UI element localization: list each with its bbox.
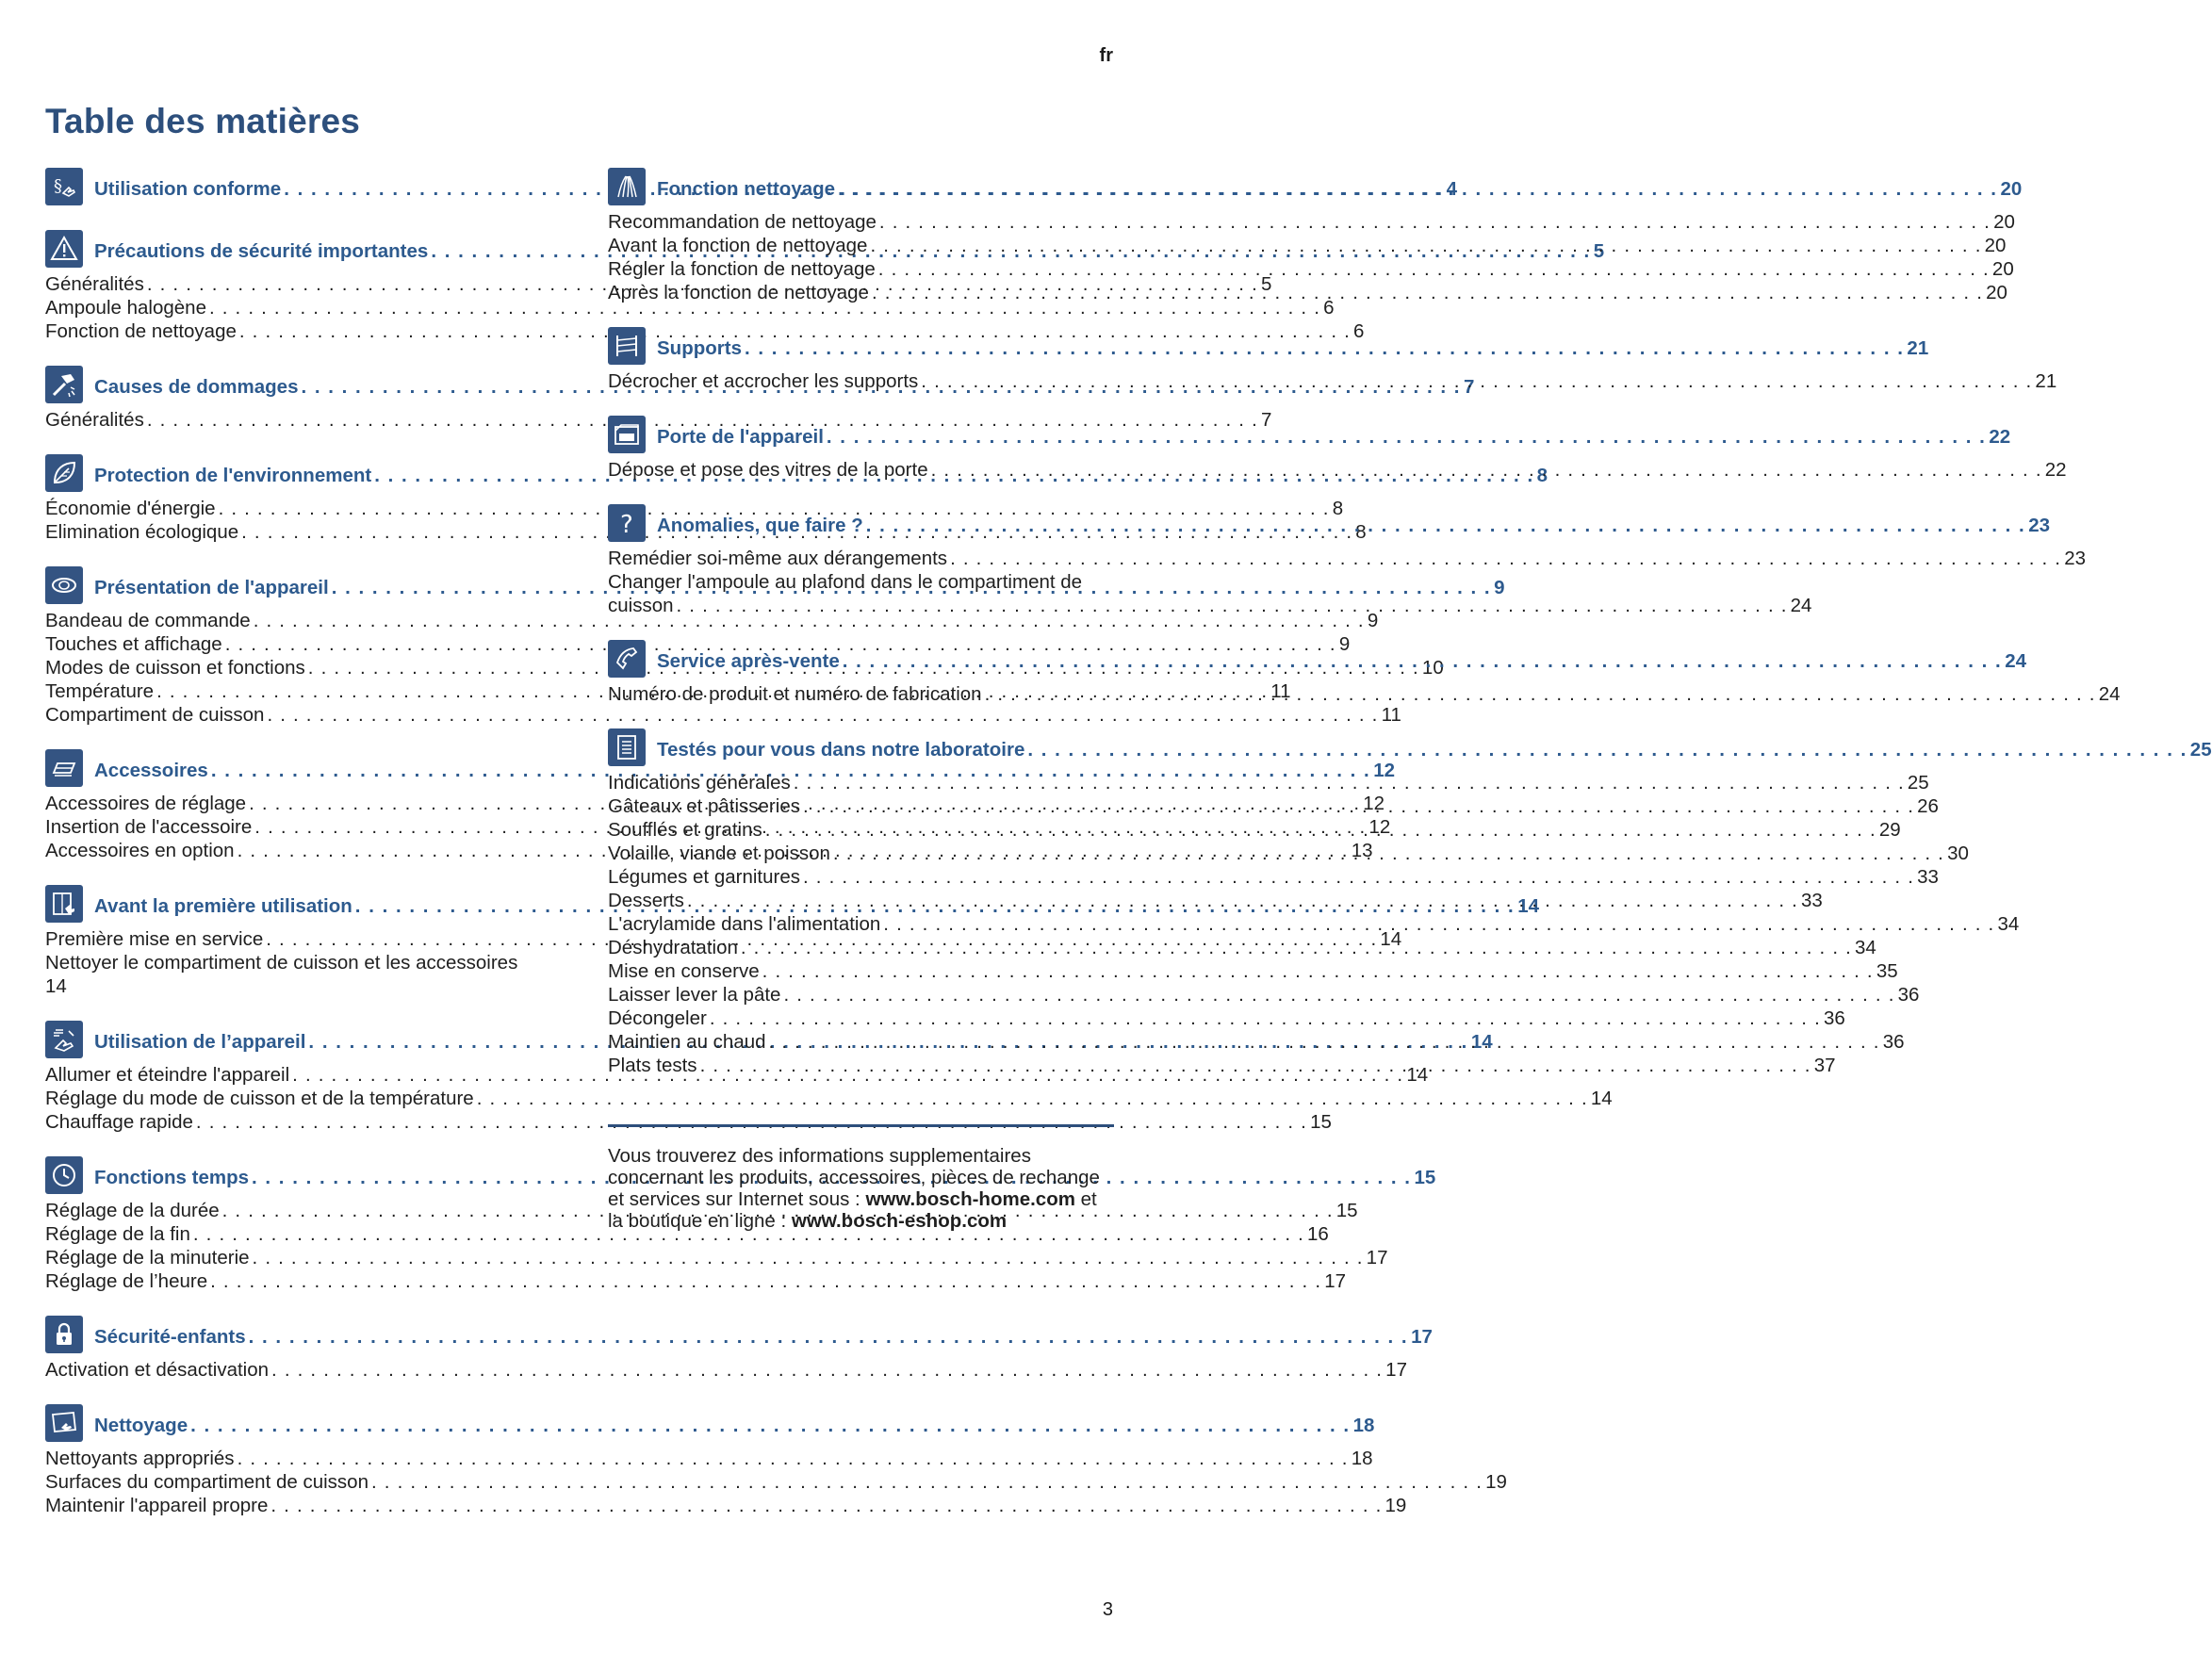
- info-paragraph: [608, 1145, 1114, 1232]
- dot-leader: [762, 959, 1874, 983]
- section-title: Anomalies, que faire ?: [657, 515, 863, 536]
- entry-title: Remédier soi-même aux dérangements: [608, 548, 948, 569]
- toc-entry[interactable]: [45, 1447, 1373, 1470]
- section-heading-line: [94, 1415, 1374, 1437]
- phone-icon: [608, 640, 646, 678]
- toc-section-anomalies-que-faire: [608, 502, 2087, 617]
- entry-title: Réglage de la minuterie: [45, 1247, 250, 1268]
- first-use-book-icon: [45, 885, 83, 923]
- dot-leader: [238, 1447, 1349, 1470]
- entry-title-cont: cuisson: [608, 595, 674, 616]
- section-title: Causes de dommages: [94, 376, 299, 398]
- entry-page: 36: [1882, 1031, 1905, 1053]
- section-heading-line: [657, 178, 2022, 201]
- entry-title: Dépose et pose des vitres de la porte: [608, 459, 928, 481]
- lock-icon: [45, 1316, 83, 1353]
- language-code: fr: [1099, 45, 1113, 66]
- dot-leader: [1027, 739, 2187, 761]
- entry-page: 8: [1332, 498, 1344, 519]
- toc-entry[interactable]: [45, 1470, 1507, 1494]
- entry-page: 26: [1917, 795, 1939, 817]
- section-page: 5: [1593, 240, 1605, 262]
- toc-entry[interactable]: [45, 319, 1365, 343]
- toc-entry[interactable]: [608, 210, 2015, 234]
- entry-title: Laisser lever la pâte: [608, 984, 781, 1006]
- entry-title: Compartiment de cuisson: [45, 704, 265, 726]
- info-divider: [608, 1124, 1114, 1127]
- dot-leader: [190, 1415, 1350, 1437]
- entry-title: Réglage de la durée: [45, 1200, 220, 1221]
- entry-page: 20: [1993, 211, 2015, 233]
- toc-entry[interactable]: [45, 632, 1351, 656]
- entry-page: 24: [2098, 683, 2121, 705]
- entry-page: 6: [1353, 320, 1365, 342]
- toc-entry[interactable]: [608, 771, 1929, 794]
- section-heading-line: [657, 426, 2010, 449]
- section-heading[interactable]: [608, 325, 1929, 367]
- toc-entry[interactable]: [608, 369, 2057, 393]
- entry-title: Température: [45, 680, 155, 702]
- entry-title: Légumes et garnitures: [608, 866, 800, 888]
- toc-entry[interactable]: [45, 1246, 1388, 1269]
- toc-entry-list: [608, 547, 2087, 617]
- dot-leader: [249, 1326, 1408, 1349]
- section-heading-line: [657, 337, 1928, 360]
- toc-entry-list: [45, 1358, 1407, 1382]
- dot-leader: [843, 650, 2002, 673]
- dot-leader: [710, 1007, 1821, 1030]
- section-page: 14: [1470, 1031, 1493, 1053]
- entry-title: Déshydratation: [608, 937, 738, 958]
- toc-entry[interactable]: [45, 1110, 1332, 1134]
- section-page: 17: [1411, 1326, 1433, 1348]
- section-heading-line: [657, 515, 2050, 537]
- toc-entry[interactable]: [608, 570, 1812, 617]
- dot-leader: [921, 369, 2032, 393]
- dot-leader: [687, 889, 1798, 912]
- eye-icon: [45, 566, 83, 604]
- dot-leader: [741, 936, 1852, 959]
- question-mark-icon: [608, 504, 646, 542]
- section-title: Avant la première utilisation: [94, 895, 352, 917]
- toc-section-securite-enfants: [45, 1314, 1433, 1382]
- entry-title: Économie d'énergie: [45, 498, 216, 519]
- section-heading-line: [94, 1326, 1433, 1349]
- entry-title: Numéro de produit et numéro de fabrication: [608, 683, 982, 705]
- entry-title: Réglage du mode de cuisson et de la température: [45, 1088, 474, 1109]
- entry-title: Elimination écologique: [45, 521, 239, 543]
- section-page: 7: [1463, 376, 1475, 398]
- dot-leader: [769, 1030, 1880, 1054]
- section-page: 14: [1517, 895, 1540, 917]
- toc-entry[interactable]: [608, 959, 1898, 983]
- dot-leader: [803, 794, 1914, 818]
- dot-leader: [950, 547, 2061, 570]
- entry-page: 18: [1351, 1448, 1373, 1469]
- lab-document-icon: [608, 728, 646, 766]
- hand-operation-icon: [45, 1021, 83, 1058]
- entry-page: 33: [1801, 890, 1823, 911]
- entry-page: 25: [1907, 772, 1929, 794]
- section-title: Fonction nettoyage: [657, 178, 836, 200]
- section-title: Précautions de sécurité importantes: [94, 240, 429, 262]
- section-page: 15: [1414, 1167, 1436, 1188]
- toc-entry[interactable]: [45, 296, 1335, 319]
- entry-title: L'acrylamide dans l'alimentation: [608, 913, 881, 935]
- toc-section-nettoyage: [45, 1402, 1507, 1517]
- info-text-2: et la boutique en ligne :: [608, 1188, 1097, 1232]
- entry-title: Régler la fonction de nettoyage: [608, 258, 876, 280]
- section-title: Accessoires: [94, 760, 208, 781]
- entry-page: 13: [1351, 840, 1373, 861]
- entry-title: Généralités: [45, 409, 144, 431]
- entry-page: 33: [1917, 866, 1939, 888]
- entry-title: Maintenir l'appareil propre: [45, 1495, 269, 1516]
- entry-page: 11: [1270, 680, 1291, 702]
- dot-leader: [883, 912, 1994, 936]
- entry-title: Gâteaux et pâtisseries: [608, 795, 800, 817]
- toc-entry[interactable]: [608, 458, 2067, 482]
- dot-leader: [866, 515, 2025, 537]
- dot-leader: [931, 458, 2042, 482]
- entry-title: Accessoires en option: [45, 840, 235, 861]
- toc-entry[interactable]: [45, 951, 551, 998]
- entry-page: 34: [1997, 913, 2020, 935]
- toc-section-porte-de-l-appareil: [608, 414, 2067, 482]
- toc-entry[interactable]: [45, 703, 1401, 727]
- entry-title: Après la fonction de nettoyage: [608, 282, 869, 303]
- section-page: 12: [1373, 760, 1396, 781]
- dot-leader: [838, 178, 1997, 201]
- entry-title: Première mise en service: [45, 928, 264, 950]
- dot-leader: [371, 1470, 1483, 1494]
- section-heading[interactable]: [608, 414, 2011, 455]
- entry-page: 9: [1367, 610, 1379, 631]
- damage-hammer-icon: [45, 366, 83, 403]
- svg-text:?: ?: [620, 511, 633, 539]
- entry-page: 15: [1335, 1200, 1358, 1221]
- section-title: Service après-vente: [657, 650, 840, 672]
- entry-page: 14: [1380, 928, 1402, 950]
- entry-page: 15: [1310, 1111, 1332, 1133]
- toc-entry-list: [45, 1447, 1507, 1517]
- entry-title: Accessoires de réglage: [45, 793, 247, 814]
- page-number: 3: [1102, 1599, 1113, 1620]
- supports-rack-icon: [608, 327, 646, 365]
- section-title: Présentation de l'appareil: [94, 577, 329, 598]
- entry-page: 21: [2035, 370, 2057, 392]
- info-text-1: Vous trouverez des informations supplementaires concernant les produits, accessoires, pièces de rechange et services sur Internet sous :: [608, 1145, 1100, 1210]
- entry-title: Décrocher et accrocher les supports: [608, 370, 919, 392]
- toc-entry[interactable]: [45, 497, 1344, 520]
- toc-entry[interactable]: [608, 257, 2014, 281]
- toc-entry-list: [608, 369, 2057, 393]
- dot-leader: [253, 1246, 1364, 1269]
- entry-title: Touches et affichage: [45, 633, 222, 655]
- dot-leader: [270, 1494, 1382, 1517]
- entry-page: 17: [1385, 1359, 1407, 1381]
- svg-text:§: §: [54, 176, 62, 196]
- entry-title: Volaille, viande et poisson: [608, 843, 830, 864]
- section-page: 23: [2028, 515, 2050, 536]
- entry-page: 34: [1855, 937, 1876, 958]
- entry-page: 19: [1385, 1495, 1407, 1516]
- entry-page: 30: [1947, 843, 1969, 864]
- section-title: Utilisation de l’appareil: [94, 1031, 306, 1053]
- entry-page: 12: [1368, 816, 1391, 838]
- entry-title: Indications générales: [608, 772, 791, 794]
- clock-icon: [45, 1156, 83, 1194]
- entry-page: 5: [1260, 273, 1272, 295]
- toc-entry[interactable]: [608, 865, 1939, 889]
- section-page: 22: [1989, 426, 2011, 448]
- section-page: 8: [1536, 465, 1548, 486]
- dot-leader: [803, 865, 1914, 889]
- entry-title: Réglage de l’heure: [45, 1270, 208, 1292]
- entry-page: 36: [1823, 1007, 1845, 1029]
- entry-page: 17: [1366, 1247, 1388, 1268]
- bosch-eshop-link[interactable]: www.bosch-eshop.com: [791, 1210, 1008, 1232]
- entry-title: Chauffage rapide: [45, 1111, 193, 1133]
- entry-page: 14: [1406, 1064, 1429, 1086]
- dot-leader: [870, 234, 1981, 257]
- dot-leader: [196, 1110, 1307, 1134]
- toc-entry[interactable]: [608, 912, 2020, 936]
- entry-page: 35: [1876, 960, 1898, 982]
- page-title: Table des matières: [45, 102, 361, 140]
- section-title: Nettoyage: [94, 1415, 188, 1436]
- section-page: 18: [1352, 1415, 1375, 1436]
- entry-title: Maintien au chaud: [608, 1031, 766, 1053]
- entry-title: Bandeau de commande: [45, 610, 251, 631]
- section-title: Sécurité-enfants: [94, 1326, 246, 1348]
- section-heading[interactable]: [608, 727, 2212, 768]
- bosch-home-link[interactable]: www.bosch-home.com: [865, 1188, 1075, 1210]
- entry-page: 19: [1485, 1471, 1507, 1493]
- dot-leader: [210, 1269, 1321, 1293]
- entry-title: Ampoule halogène: [45, 297, 206, 319]
- section-title: Fonctions temps: [94, 1167, 250, 1188]
- toc-entry[interactable]: [608, 281, 2007, 304]
- entry-title: Soufflés et gratins: [608, 819, 762, 841]
- toc-entry[interactable]: [45, 408, 1272, 432]
- dot-leader: [878, 257, 1990, 281]
- dot-leader: [872, 281, 1983, 304]
- dot-leader: [879, 210, 1991, 234]
- entry-title: Décongeler: [608, 1007, 707, 1029]
- entry-title: Avant la fonction de nettoyage: [608, 235, 868, 256]
- toc-entry[interactable]: [45, 1269, 1347, 1293]
- section-heading-line: [657, 739, 2212, 761]
- toc-section-fonction-nettoyage: [608, 166, 2023, 304]
- toc-entry[interactable]: [608, 1007, 1845, 1030]
- cleaning-function-icon: [608, 168, 646, 205]
- section-title: Protection de l'environnement: [94, 465, 372, 486]
- section-hand-icon: [45, 168, 83, 205]
- section-title: Utilisation conforme: [94, 178, 282, 200]
- entry-page: 9: [1338, 633, 1351, 655]
- entry-title: Desserts: [608, 890, 684, 911]
- dot-leader: [700, 1054, 1811, 1077]
- dot-leader: [783, 983, 1894, 1007]
- section-page: 24: [2005, 650, 2026, 672]
- entry-page: 24: [1790, 595, 1812, 616]
- entry-title: Modes de cuisson et fonctions: [45, 657, 305, 679]
- entry-page: 10: [1421, 657, 1444, 679]
- entry-page: 22: [2044, 459, 2067, 481]
- section-heading[interactable]: [608, 166, 2023, 207]
- dot-leader: [794, 771, 1905, 794]
- entry-page: 11: [1381, 704, 1401, 726]
- toc-entry[interactable]: [45, 1222, 1329, 1246]
- entry-title: Fonction de nettoyage: [45, 320, 237, 342]
- cleaning-cloth-icon: [45, 1404, 83, 1442]
- toc-entry[interactable]: [45, 1494, 1407, 1517]
- entry-page: 7: [1260, 409, 1272, 431]
- toc-entry[interactable]: [45, 609, 1379, 632]
- section-heading-line: [657, 650, 2026, 673]
- dot-leader: [745, 337, 1904, 360]
- oven-door-icon: [608, 416, 646, 453]
- section-page: 20: [2000, 178, 2023, 200]
- section-heading[interactable]: [45, 1314, 1433, 1355]
- entry-page: 20: [1991, 258, 2014, 280]
- toc-section-supports: [608, 325, 2057, 393]
- section-page: 25: [2189, 739, 2212, 761]
- entry-title: Recommandation de nettoyage: [608, 211, 877, 233]
- toc-entry[interactable]: [608, 234, 2007, 257]
- dot-leader: [765, 818, 1876, 842]
- entry-title: Surfaces du compartiment de cuisson: [45, 1471, 369, 1493]
- entry-page: 14: [1590, 1088, 1613, 1109]
- entry-page: 12: [1363, 793, 1385, 814]
- section-heading[interactable]: [45, 1402, 1375, 1444]
- entry-page: 6: [1323, 297, 1335, 319]
- entry-page: 20: [1984, 235, 2007, 256]
- toc-entry[interactable]: [45, 1358, 1407, 1382]
- entry-page: 29: [1878, 819, 1901, 841]
- entry-title: Activation et désactivation: [45, 1359, 270, 1381]
- section-title: Testés pour vous dans notre laboratoire: [657, 739, 1025, 761]
- dot-leader: [985, 682, 2096, 706]
- accessories-tray-icon: [45, 749, 83, 787]
- section-page: 21: [1907, 337, 1929, 359]
- toc-entry[interactable]: [608, 547, 2087, 570]
- section-title: Porte de l'appareil: [657, 426, 824, 448]
- dot-leader: [827, 426, 1986, 449]
- entry-page: 37: [1813, 1055, 1836, 1076]
- entry-page: 8: [1355, 521, 1367, 543]
- toc-entry[interactable]: [45, 1087, 1613, 1110]
- toc-entry-list: [45, 408, 1272, 432]
- entry-title: Plats tests: [608, 1055, 697, 1076]
- entry-title: Généralités: [45, 273, 144, 295]
- entry-title: Changer l'ampoule au plafond dans le compartiment de: [608, 571, 1083, 593]
- leaf-icon: [45, 454, 83, 492]
- entry-page: 20: [1986, 282, 2007, 303]
- entry-title: Insertion de l'accessoire: [45, 816, 253, 838]
- section-title: Supports: [657, 337, 742, 359]
- dot-leader: [677, 594, 1788, 617]
- toc-entry[interactable]: [608, 983, 1920, 1007]
- warning-triangle-icon: [45, 230, 83, 268]
- entry-page: 23: [2064, 548, 2087, 569]
- entry-title: Allumer et éteindre l'appareil: [45, 1064, 290, 1086]
- toc-entry-list: [608, 210, 2015, 304]
- entry-page: 14: [45, 975, 67, 997]
- entry-page: 17: [1324, 1270, 1347, 1292]
- entry-title: Nettoyer le compartiment de cuisson et les accessoires: [45, 952, 518, 974]
- section-heading[interactable]: [608, 502, 2050, 544]
- section-page: 4: [1446, 178, 1458, 200]
- entry-page: 36: [1897, 984, 1920, 1006]
- entry-title: Mise en conserve: [608, 960, 760, 982]
- toc-entry-list: [608, 458, 2067, 482]
- dot-leader: [833, 842, 1944, 865]
- entry-title: Nettoyants appropriés: [45, 1448, 235, 1469]
- entry-title: Réglage de la fin: [45, 1223, 190, 1245]
- section-page: 9: [1494, 577, 1505, 598]
- dot-leader: [271, 1358, 1383, 1382]
- entry-page: 16: [1307, 1223, 1329, 1245]
